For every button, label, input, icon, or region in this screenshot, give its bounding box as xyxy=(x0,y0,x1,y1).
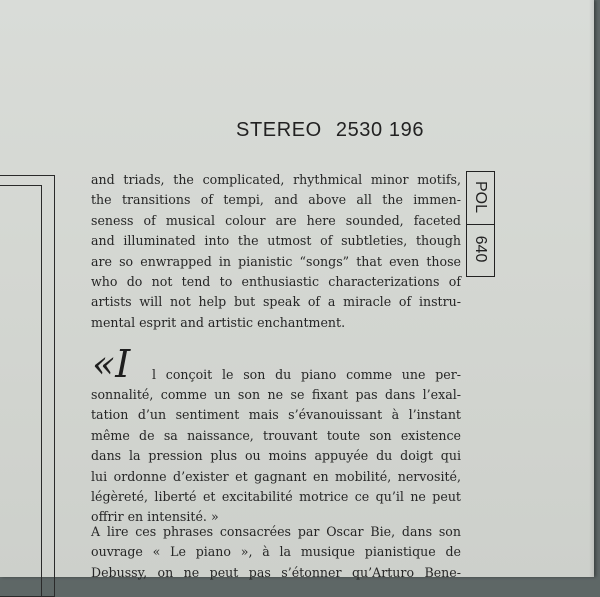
text-line: and triads, the complicated, rhythmical minor motifs, xyxy=(91,172,461,187)
text-line: sonnalité, comme un son ne se fixant pas dans l’exal- xyxy=(91,387,461,402)
text-line: dans la pression plus ou moins appuyée du doigt qui xyxy=(91,448,461,464)
catalog-number xyxy=(236,119,424,142)
text-line: who do not tend to enthusiastic characterizations of xyxy=(91,274,461,290)
text-line: mental esprit and artistic enchantment. xyxy=(91,314,346,330)
pressing-code-divider xyxy=(467,224,494,225)
text-line: offrir en intensité. » xyxy=(91,509,219,525)
text-line: artists will not help but speak of a miracle of instru- xyxy=(91,294,461,310)
text-line: seness of musical colour are here sounded, faceted xyxy=(91,212,461,228)
text-line: même de sa naissance, trouvant toute son existence xyxy=(91,427,461,443)
pressing-code-bottom: 640 xyxy=(472,235,489,263)
pressing-code-top: POL xyxy=(472,180,489,214)
text-line: the transitions of tempi, and above all the immen- xyxy=(91,192,461,208)
text-line: l conçoit le son du piano comme une per- xyxy=(152,367,461,382)
text-line: légèreté, liberté et excitabilité motrice ce qu’il ne peut xyxy=(91,489,461,505)
catalog-code: 2530 196 xyxy=(335,119,425,141)
text-line: tation d’un sentiment mais s’évanouissant à l’instant xyxy=(91,407,461,423)
text-line: ouvrage « Le piano », à la musique pianistique de xyxy=(91,544,461,560)
text-line: are so enwrapped in pianistic “songs” that even those xyxy=(91,253,461,269)
text-line: and illuminated into the utmost of subtleties, though xyxy=(91,233,461,249)
stereo-label: STEREO xyxy=(236,119,322,141)
french-quote-opening xyxy=(92,342,461,386)
english-paragraph xyxy=(91,170,461,333)
text-line: Debussy, on ne peut pas s’étonner qu’Arturo Bene- xyxy=(91,564,461,580)
text-line: A lire ces phrases consacrées par Oscar Bie, dans son xyxy=(91,524,461,539)
text-line: lui ordonne d’exister et gagnant en mobilité, nervosité, xyxy=(91,468,461,484)
french-paragraph xyxy=(91,522,461,583)
decorative-frame-inner xyxy=(0,185,42,597)
french-quote-body xyxy=(91,385,461,528)
drop-cap: «I xyxy=(92,342,131,386)
